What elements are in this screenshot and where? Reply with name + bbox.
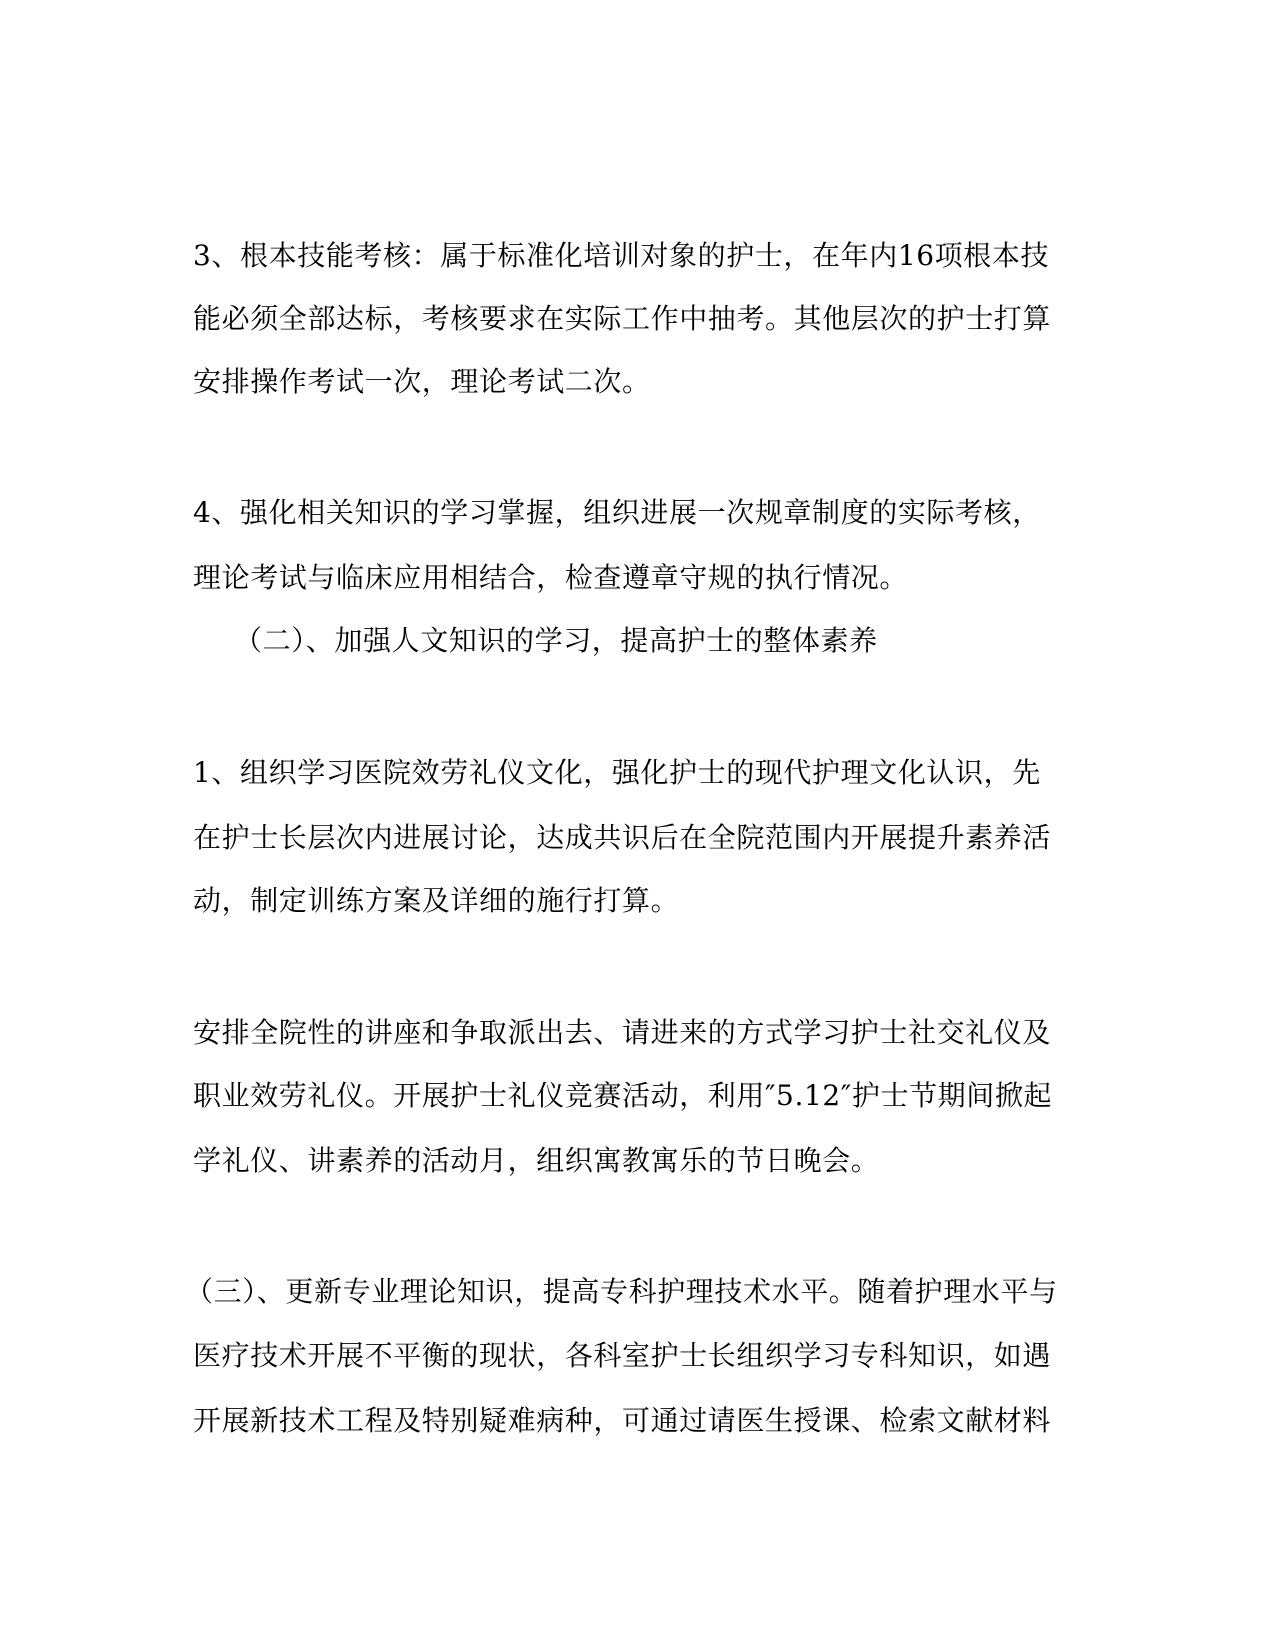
text-line: 安排操作考试一次，理论考试二次。: [193, 365, 651, 398]
text-line: 1、组织学习医院效劳礼仪文化，强化护士的现代护理文化认识，先: [193, 756, 1041, 789]
text-line: 职业效劳礼仪。开展护士礼仪竞赛活动，利用″5.12″护士节期间掀起: [193, 1079, 1053, 1112]
text-line: 理论考试与临床应用相结合，检查遵章守规的执行情况。: [193, 561, 909, 594]
text-line: 4、强化相关知识的学习掌握，组织进展一次规章制度的实际考核，: [193, 496, 1041, 529]
text-line: 安排全院性的讲座和争取派出去、请进来的方式学习护士社交礼仪及: [193, 1016, 1052, 1049]
text-line: 医疗技术开展不平衡的现状，各科室护士长组织学习专科知识，如遇: [193, 1339, 1052, 1372]
text-line: 动，制定训练方案及详细的施行打算。: [193, 884, 680, 917]
text-line: （三）、更新专业理论知识，提高专科护理技术水平。随着护理水平与: [185, 1275, 1058, 1308]
text-line: 3、根本技能考核：属于标准化培训对象的护士，在年内16项根本技: [193, 239, 1050, 272]
text-line: 学礼仪、讲素养的活动月，组织寓教寓乐的节日晚会。: [193, 1144, 880, 1177]
text-line: 在护士长层次内进展讨论，达成共识后在全院范围内开展提升素养活: [193, 821, 1052, 854]
text-line: 开展新技术工程及特别疑难病种，可通过请医生授课、检索文献材料: [193, 1404, 1052, 1437]
section-heading: （二）、加强人文知识的学习，提高护士的整体素养: [234, 624, 878, 657]
text-line: 能必须全部达标，考核要求在实际工作中抽考。其他层次的护士打算: [193, 302, 1052, 335]
